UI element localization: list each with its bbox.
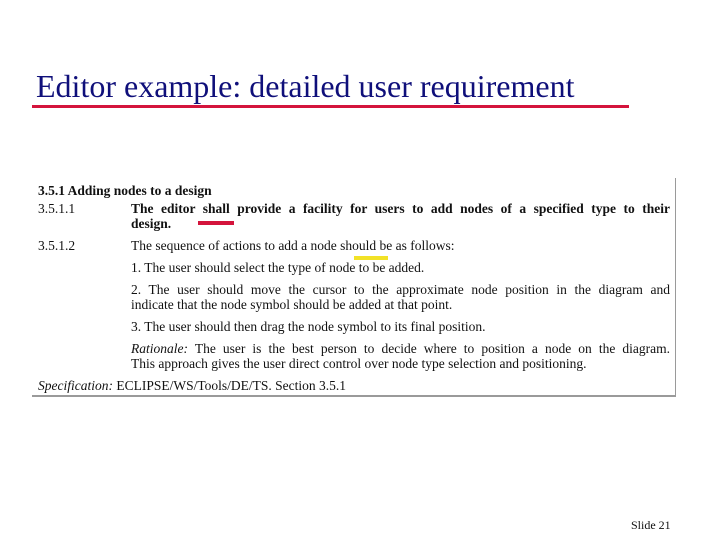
requirement-text-line: The editor shall provide a facility for users to add nodes of a specified type to their (131, 201, 670, 216)
step-line: 3. The user should then drag the node symbol to its final position. (131, 319, 486, 334)
title-underline (32, 105, 629, 108)
step-line: indicate that the node symbol should be added at that point. (131, 297, 453, 312)
specification-label: Specification: (38, 378, 113, 393)
requirement-heading: 3.5.1 Adding nodes to a design (38, 183, 212, 198)
slide-number: Slide 21 (631, 518, 671, 532)
rationale-line (131, 341, 670, 356)
rationale-line: This approach gives the user direct control over node type selection and positioning. (131, 356, 587, 371)
specification-line (38, 378, 346, 393)
rationale-label: Rationale: (131, 341, 188, 356)
red-highlight-mark (198, 221, 234, 225)
rationale-text: The user is the best person to decide where to position a node on the diagram. (188, 341, 670, 356)
step-line: 1. The user should select the type of node to be added. (131, 260, 425, 275)
requirement-intro: The sequence of actions to add a node should be as follows: (131, 238, 455, 253)
requirement-number: 3.5.1.1 (38, 201, 76, 216)
requirement-number: 3.5.1.2 (38, 238, 76, 253)
slide-title: Editor example: detailed user requirement (36, 68, 575, 104)
specification-text: ECLIPSE/WS/Tools/DE/TS. Section 3.5.1 (112, 378, 347, 393)
step-line: 2. The user should move the cursor to the approximate node position in the diagram and (131, 282, 670, 297)
requirement-text-line: design. (131, 216, 172, 231)
